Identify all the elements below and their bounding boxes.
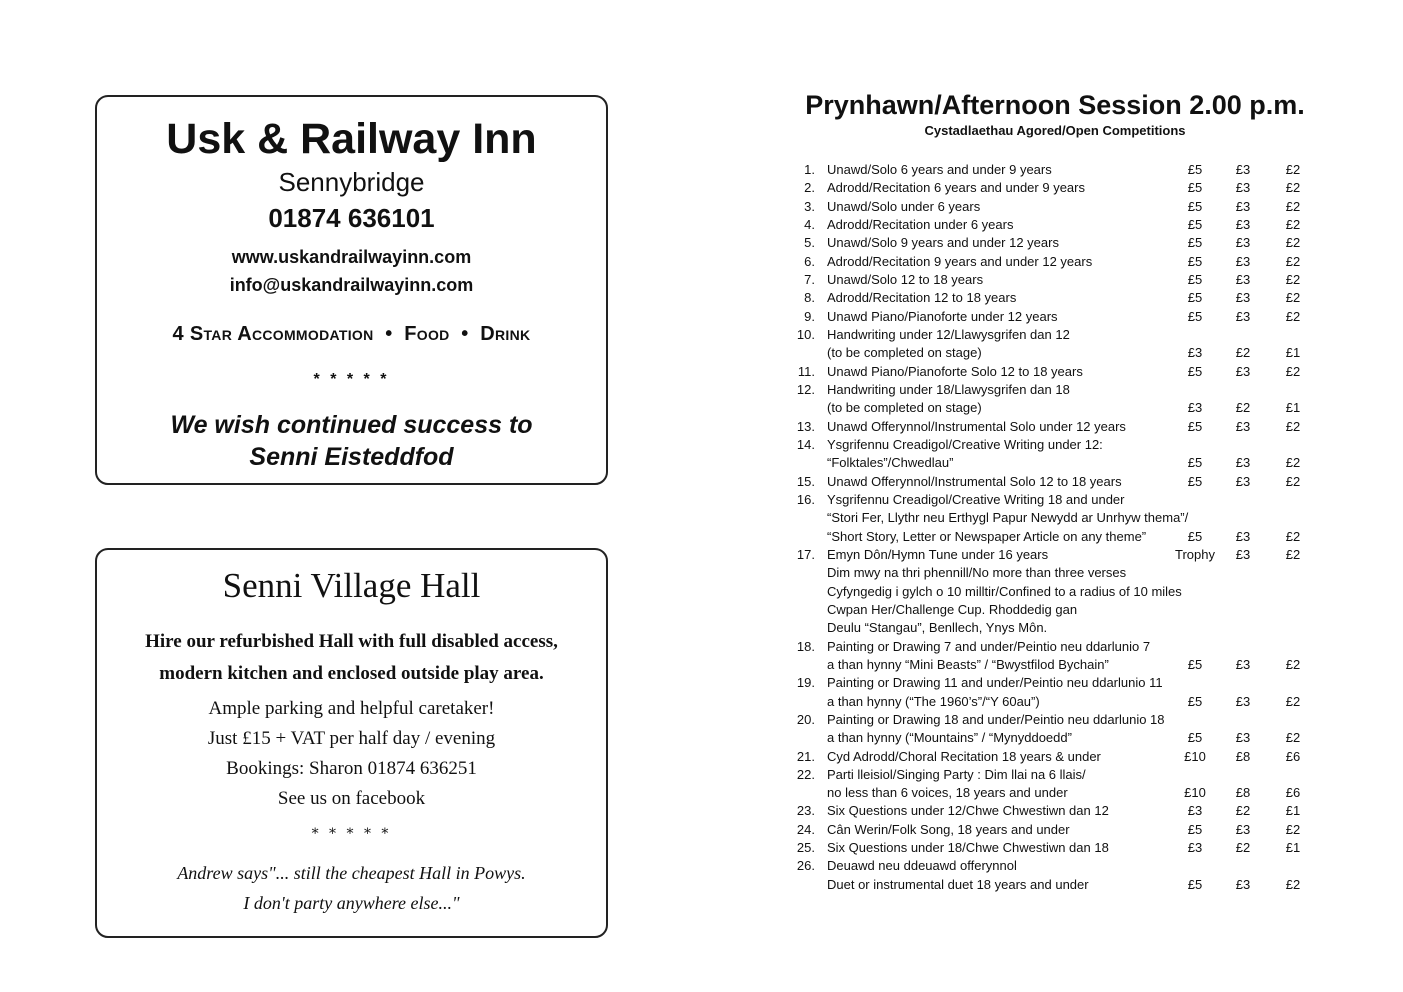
advert-features: 4 Star Accommodation • Food • Drink — [172, 323, 531, 345]
competition-number: 7. — [804, 271, 815, 287]
prize-third: £2 — [1285, 693, 1301, 709]
competition-text: Unawd/Solo 9 years and under 12 years — [827, 235, 1059, 251]
prize-second: £8 — [1235, 748, 1251, 764]
competition-row — [790, 583, 1310, 601]
prize-third: £2 — [1285, 363, 1301, 379]
competition-number: 17. — [796, 546, 815, 562]
competition-row — [790, 308, 1310, 326]
competition-text: Dim mwy na thri phennill/No more than three verses — [827, 565, 1127, 581]
competition-text: Adrodd/Recitation 6 years and under 9 years — [827, 180, 1085, 196]
competition-text: a than hynny “Mini Beasts” / “Bwystfilod Bychain” — [827, 656, 1109, 672]
prize-second: £3 — [1235, 528, 1251, 544]
competition-text: a than hynny (“The 1960’s”/“Y 60au”) — [827, 693, 1040, 709]
prize-second: £2 — [1235, 840, 1251, 856]
competition-text: Cyfyngedig i gylch o 10 milltir/Confined to a radius of 10 miles — [827, 583, 1182, 599]
advert-title: Senni Village Hall — [222, 566, 481, 605]
competition-row — [790, 729, 1310, 747]
competition-text: Cwpan Her/Challenge Cup. Rhoddedig gan — [827, 601, 1078, 617]
prize-third: £1 — [1285, 400, 1301, 416]
prize-second: £3 — [1235, 656, 1251, 672]
competition-row — [790, 381, 1310, 399]
competition-number: 16. — [796, 491, 815, 507]
prize-third: £2 — [1285, 546, 1301, 562]
competition-row — [790, 418, 1310, 436]
prize-third: £2 — [1285, 876, 1301, 892]
usk-railway-inn-advert — [95, 95, 608, 485]
competition-text: Unawd Piano/Pianoforte Solo 12 to 18 years — [827, 363, 1083, 379]
competition-text: Unawd Piano/Pianoforte under 12 years — [827, 308, 1058, 324]
prize-third: £2 — [1285, 528, 1301, 544]
prize-second: £2 — [1235, 345, 1251, 361]
prize-first: £5 — [1187, 528, 1203, 544]
competition-number: 6. — [804, 253, 815, 269]
competition-number: 24. — [796, 821, 815, 837]
prize-first: £5 — [1187, 730, 1203, 746]
competition-number: 4. — [804, 216, 815, 232]
prize-first: £5 — [1187, 271, 1203, 287]
competition-text: Unawd Offerynnol/Instrumental Solo 12 to 18 years — [827, 473, 1122, 489]
competition-text: Cân Werin/Folk Song, 18 years and under — [827, 821, 1070, 837]
prize-first: £3 — [1187, 345, 1203, 361]
prize-second: £2 — [1235, 400, 1251, 416]
detail-line: Bookings: Sharon 01874 636251 — [226, 758, 477, 779]
competition-row — [790, 693, 1310, 711]
competition-text: Unawd/Solo 12 to 18 years — [827, 271, 984, 287]
prize-second: £3 — [1235, 308, 1251, 324]
competition-row — [790, 473, 1310, 491]
competition-text: Adrodd/Recitation 12 to 18 years — [827, 290, 1017, 306]
prize-second: £3 — [1235, 253, 1251, 269]
advert-details — [97, 694, 606, 814]
prize-first: Trophy — [1175, 546, 1215, 562]
competition-row — [790, 454, 1310, 472]
competition-list — [790, 161, 1310, 894]
competition-number: 15. — [796, 473, 815, 489]
prize-second: £2 — [1235, 803, 1251, 819]
prize-first: £5 — [1187, 308, 1203, 324]
prize-first: £5 — [1187, 235, 1203, 251]
competition-row — [790, 198, 1310, 216]
advert-website: www.uskandrailwayinn.com — [231, 247, 472, 267]
detail-line: Just £15 + VAT per half day / evening — [207, 728, 496, 749]
competition-text: Emyn Dôn/Hymn Tune under 16 years — [827, 546, 1049, 562]
prize-first: £5 — [1187, 656, 1203, 672]
competition-text: Six Questions under 12/Chwe Chwestiwn dan 12 — [827, 803, 1109, 819]
prize-first: £10 — [1184, 785, 1206, 801]
prize-second: £3 — [1235, 730, 1251, 746]
prize-second: £3 — [1235, 180, 1251, 196]
competition-number: 18. — [796, 638, 815, 654]
competition-text: (to be completed on stage) — [827, 345, 982, 361]
competition-row — [790, 344, 1310, 362]
prize-first: £5 — [1187, 198, 1203, 214]
prize-second: £3 — [1235, 216, 1251, 232]
competition-row — [790, 363, 1310, 381]
competition-text: Unawd/Solo 6 years and under 9 years — [827, 162, 1052, 177]
senni-village-hall-advert — [95, 548, 608, 938]
competition-row — [790, 509, 1310, 527]
detail-line: Ample parking and helpful caretaker! — [208, 698, 495, 719]
prize-third: £2 — [1285, 308, 1301, 324]
advert-town: Sennybridge — [278, 167, 425, 197]
competition-row — [790, 601, 1310, 619]
competition-text: “Short Story, Letter or Newspaper Article on any theme” — [827, 528, 1147, 544]
competition-row — [790, 711, 1310, 729]
prize-second: £3 — [1235, 876, 1251, 892]
prize-third: £2 — [1285, 253, 1301, 269]
competition-number: 9. — [804, 308, 815, 324]
competition-row — [790, 271, 1310, 289]
prize-second: £3 — [1235, 235, 1251, 251]
competition-text: (to be completed on stage) — [827, 400, 982, 416]
competition-text: Ysgrifennu Creadigol/Creative Writing 18 and under — [827, 491, 1125, 507]
prize-first: £5 — [1187, 162, 1203, 177]
prize-first: £5 — [1187, 418, 1203, 434]
competition-row — [790, 216, 1310, 234]
prize-second: £3 — [1235, 290, 1251, 306]
advert-stars: * * * * * — [311, 826, 392, 842]
prize-second: £3 — [1235, 363, 1251, 379]
prize-second: £3 — [1235, 162, 1251, 177]
competition-row — [790, 748, 1310, 766]
competition-number: 22. — [796, 766, 815, 782]
prize-first: £5 — [1187, 216, 1203, 232]
competition-number: 23. — [796, 803, 815, 819]
advert-stars: * * * * * — [313, 371, 390, 388]
prize-third: £2 — [1285, 180, 1301, 196]
competition-row — [790, 491, 1310, 509]
competition-row — [790, 674, 1310, 692]
prize-first: £5 — [1187, 180, 1203, 196]
competition-row — [790, 564, 1310, 582]
prize-first: £3 — [1187, 400, 1203, 416]
competition-text: Duet or instrumental duet 18 years and under — [827, 876, 1089, 892]
prize-second: £3 — [1235, 693, 1251, 709]
prize-first: £3 — [1187, 803, 1203, 819]
wish-line-2: Senni Eisteddfod — [249, 443, 454, 471]
competition-row — [790, 546, 1310, 564]
prize-third: £2 — [1285, 821, 1301, 837]
session-subtitle: Cystadlaethau Agored/Open Competitions — [924, 123, 1186, 138]
competition-text: Deulu “Stangau”, Benllech, Ynys Môn. — [827, 620, 1048, 636]
prize-first: £5 — [1187, 455, 1203, 471]
competition-row — [790, 656, 1310, 674]
competition-number: 5. — [804, 235, 815, 251]
prize-third: £2 — [1285, 656, 1301, 672]
competition-number: 12. — [796, 381, 815, 397]
competition-number: 3. — [804, 198, 815, 214]
competition-row — [790, 876, 1310, 894]
prize-third: £2 — [1285, 271, 1301, 287]
competition-text: Cyd Adrodd/Choral Recitation 18 years & under — [827, 748, 1101, 764]
competition-row — [790, 857, 1310, 875]
competition-row — [790, 326, 1310, 344]
prize-third: £2 — [1285, 162, 1301, 177]
prize-second: £3 — [1235, 455, 1251, 471]
competition-text: Parti lleisiol/Singing Party : Dim llai na 6 llais/ — [827, 766, 1086, 782]
competition-text: “Folktales”/Chwedlau” — [827, 455, 954, 471]
competition-number: 20. — [796, 711, 815, 727]
competition-number: 14. — [796, 436, 815, 452]
competition-text: Handwriting under 18/Llawysgrifen dan 18 — [827, 381, 1070, 397]
competition-text: Painting or Drawing 18 and under/Peintio neu ddarlunio 18 — [827, 711, 1165, 727]
competition-number: 10. — [796, 326, 815, 342]
prize-first: £5 — [1187, 693, 1203, 709]
competition-row — [790, 528, 1310, 546]
competition-text: Adrodd/Recitation 9 years and under 12 years — [827, 253, 1093, 269]
prize-first: £3 — [1187, 840, 1203, 856]
prize-third: £2 — [1285, 235, 1301, 251]
prize-first: £10 — [1184, 748, 1206, 764]
advert-email: info@uskandrailwayinn.com — [229, 275, 474, 295]
competition-row — [790, 839, 1310, 857]
prize-first: £5 — [1187, 821, 1203, 837]
competition-text: Ysgrifennu Creadigol/Creative Writing under 12: — [827, 436, 1103, 452]
session-title: Prynhawn/Afternoon Session 2.00 p.m. — [805, 90, 1305, 120]
prize-third: £2 — [1285, 473, 1301, 489]
competition-number: 1. — [804, 162, 815, 177]
wish-line-1: We wish continued success to — [170, 411, 533, 439]
competition-number: 25. — [796, 840, 815, 856]
quote-line-2: I don't party anywhere else..." — [243, 893, 460, 913]
competition-text: a than hynny (“Mountains” / “Mynyddoedd” — [827, 730, 1072, 746]
competition-text: Painting or Drawing 11 and under/Peintio neu ddarlunio 11 — [827, 675, 1163, 691]
competition-row — [790, 821, 1310, 839]
hire-line-2: modern kitchen and enclosed outside play area. — [159, 663, 544, 684]
advert-quote — [97, 858, 606, 918]
prize-first: £5 — [1187, 290, 1203, 306]
prize-third: £1 — [1285, 840, 1301, 856]
competition-row — [790, 784, 1310, 802]
afternoon-session — [790, 90, 1310, 892]
competition-row — [790, 234, 1310, 252]
prize-third: £2 — [1285, 418, 1301, 434]
competition-row — [790, 436, 1310, 454]
competition-text: Deuawd neu ddeuawd offerynnol — [827, 858, 1017, 874]
competition-number: 21. — [796, 748, 815, 764]
prize-second: £3 — [1235, 198, 1251, 214]
advert-wish — [97, 409, 606, 473]
prize-first: £5 — [1187, 876, 1203, 892]
prize-first: £5 — [1187, 253, 1203, 269]
prize-third: £1 — [1285, 803, 1301, 819]
prize-second: £3 — [1235, 821, 1251, 837]
advert-title: Usk & Railway Inn — [166, 115, 537, 163]
competition-number: 2. — [804, 180, 815, 196]
competition-text: Six Questions under 18/Chwe Chwestiwn dan 18 — [827, 840, 1109, 856]
competition-text: Unawd/Solo under 6 years — [827, 198, 981, 214]
competition-row — [790, 161, 1310, 179]
competition-row — [790, 802, 1310, 820]
competition-row — [790, 638, 1310, 656]
competition-text: “Stori Fer, Llythr neu Erthygl Papur Newydd ar Unrhyw thema”/ — [827, 510, 1189, 526]
prize-second: £3 — [1235, 473, 1251, 489]
hire-line-1: Hire our refurbished Hall with full disabled access, — [145, 631, 558, 652]
prize-first: £5 — [1187, 363, 1203, 379]
prize-second: £3 — [1235, 546, 1251, 562]
prize-third: £2 — [1285, 290, 1301, 306]
prize-third: £6 — [1285, 785, 1301, 801]
prize-third: £2 — [1285, 216, 1301, 232]
prize-second: £3 — [1235, 271, 1251, 287]
prize-third: £2 — [1285, 198, 1301, 214]
competition-text: Handwriting under 12/Llawysgrifen dan 12 — [827, 326, 1070, 342]
prize-third: £2 — [1285, 455, 1301, 471]
competition-row — [790, 399, 1310, 417]
competition-number: 11. — [797, 363, 815, 379]
competition-row — [790, 179, 1310, 197]
competition-row — [790, 619, 1310, 637]
advert-hire-text — [97, 626, 606, 690]
prize-second: £8 — [1235, 785, 1251, 801]
competition-number: 26. — [796, 858, 815, 874]
competition-number: 19. — [796, 675, 815, 691]
prize-second: £3 — [1235, 418, 1251, 434]
competition-row — [790, 253, 1310, 271]
advert-phone: 01874 636101 — [268, 203, 435, 233]
prize-third: £6 — [1285, 748, 1301, 764]
competition-text: Adrodd/Recitation under 6 years — [827, 216, 1014, 232]
detail-line: See us on facebook — [277, 788, 426, 809]
competition-text: no less than 6 voices, 18 years and under — [827, 785, 1068, 801]
competition-row — [790, 289, 1310, 307]
prize-first: £5 — [1187, 473, 1203, 489]
competition-number: 8. — [804, 290, 815, 306]
competition-text: Unawd Offerynnol/Instrumental Solo under 12 years — [827, 418, 1126, 434]
competition-row — [790, 766, 1310, 784]
quote-line-1: Andrew says"... still the cheapest Hall in Powys. — [177, 863, 526, 883]
competition-number: 13. — [796, 418, 815, 434]
competition-text: Painting or Drawing 7 and under/Peintio neu ddarlunio 7 — [827, 638, 1151, 654]
prize-third: £2 — [1285, 730, 1301, 746]
prize-third: £1 — [1285, 345, 1301, 361]
